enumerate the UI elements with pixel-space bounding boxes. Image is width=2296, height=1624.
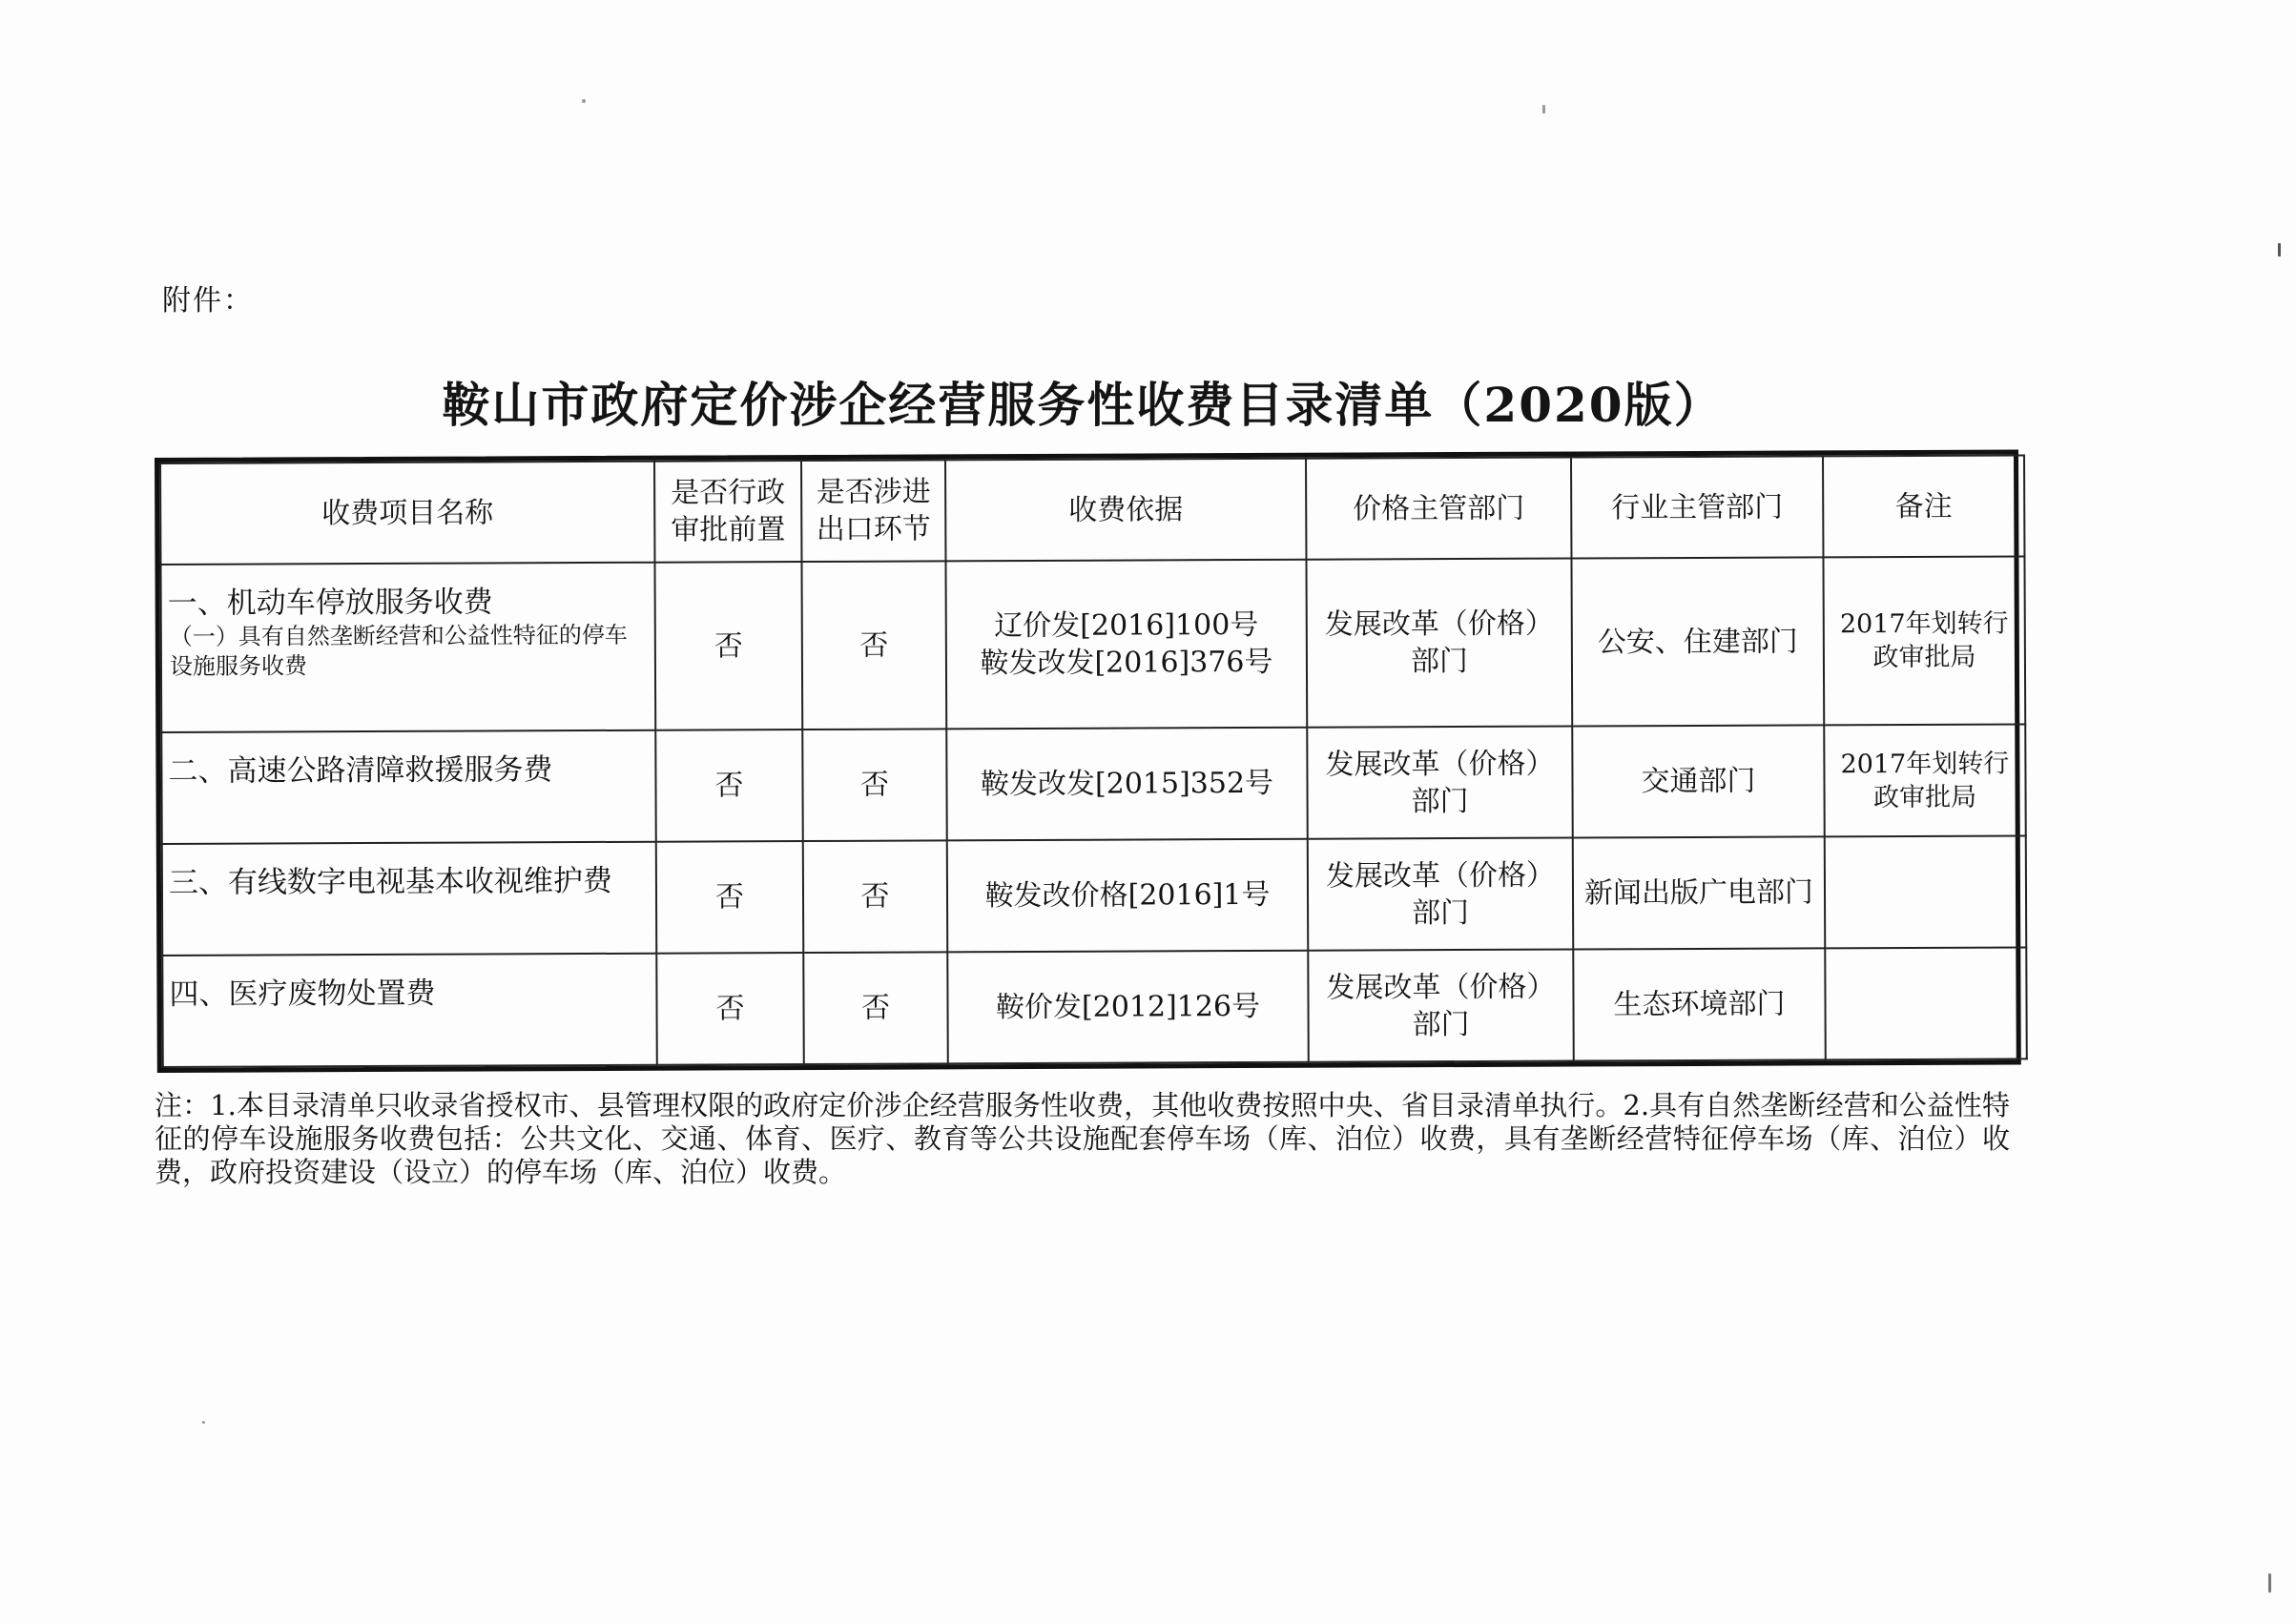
fee-table: [155, 449, 2021, 1073]
item-name: 四、医疗废物处置费: [169, 976, 436, 1013]
table-row: [162, 948, 2026, 1067]
cell-basis: [947, 951, 1309, 1064]
table-row: [162, 836, 2026, 956]
cell-item-name: [161, 730, 656, 844]
column-header-price-dept: 价格主管部门: [1306, 458, 1571, 560]
scan-speck: [2268, 1573, 2271, 1593]
basis-line: 鞍发改发[2016]376号: [980, 646, 1273, 681]
cell-note: 2017年划转行政审批局: [1824, 725, 2026, 837]
basis-line: 鞍发改价格[2016]1号: [984, 878, 1271, 914]
scan-speck: [202, 1421, 205, 1424]
column-header-admin-pre: 是否行政审批前置: [654, 461, 801, 563]
cell-industry-dept: 交通部门: [1572, 726, 1825, 838]
cell-admin-pre: 否: [656, 841, 804, 954]
cell-price-dept: 发展改革（价格）部门: [1307, 727, 1573, 839]
page-title: 鞍山市政府定价涉企经营服务性收费目录清单（2020版）: [442, 377, 1724, 433]
cell-admin-pre: 否: [656, 953, 804, 1065]
footnote: 注：1.本目录清单只收录省授权市、县管理权限的政府定价涉企经营服务性收费，其他收费按照中央、省目录清单执行。2.具有自然垄断经营和公益性特征的停车设施服务收费包括：公共文化、交通、体育、医疗、教育等公共设施配套停车场（库、泊位）收费，具有垄断经营特征停车场（库、泊位）收费，政府投资建设（设立）的停车场（库、泊位）收费。: [155, 1089, 2010, 1188]
column-header-industry-dept: 行业主管部门: [1571, 456, 1823, 558]
cell-industry-dept: 生态环境部门: [1573, 948, 1826, 1060]
attachment-label: 附件：: [162, 284, 254, 318]
cell-price-dept: 发展改革（价格）部门: [1308, 950, 1574, 1062]
cell-import-export: 否: [803, 841, 948, 954]
cell-price-dept: 发展改革（价格）部门: [1308, 838, 1574, 951]
cell-item-name: [162, 954, 657, 1067]
cell-note: [1825, 948, 2027, 1060]
basis-line: 辽价发[2016]100号: [994, 608, 1259, 644]
cell-basis: [945, 560, 1307, 730]
cell-basis: [947, 839, 1309, 953]
item-name: 二、高速公路清障救援服务费: [168, 752, 553, 790]
basis-line: 鞍发改发[2015]352号: [980, 767, 1274, 802]
cell-basis: [946, 728, 1308, 841]
scan-speck: [582, 99, 586, 103]
cell-note: [1825, 836, 2027, 949]
cell-import-export: 否: [802, 730, 947, 842]
basis-line: 鞍价发[2012]126号: [995, 989, 1261, 1025]
cell-import-export: 否: [803, 952, 948, 1064]
cell-industry-dept: 公安、住建部门: [1571, 557, 1824, 726]
cell-import-export: 否: [801, 561, 946, 730]
cell-admin-pre: 否: [655, 730, 803, 842]
item-name: 三、有线数字电视基本收视维护费: [168, 864, 613, 901]
column-header-note: 备注: [1823, 455, 2024, 557]
column-header-import-export: 是否涉进出口环节: [801, 460, 945, 562]
table-row: [161, 725, 2025, 844]
item-subname: （一）具有自然垄断经营和公益性特征的停车设施服务收费: [169, 622, 628, 681]
cell-note: 2017年划转行政审批局: [1823, 556, 2025, 725]
cell-price-dept: 发展改革（价格）部门: [1306, 559, 1572, 728]
item-name: 一、机动车停放服务收费: [167, 585, 493, 621]
scan-speck: [1542, 105, 1545, 113]
column-header-item-name: 收费项目名称: [160, 462, 654, 565]
cell-industry-dept: 新闻出版广电部门: [1573, 837, 1826, 950]
column-header-basis: 收费依据: [945, 459, 1306, 562]
table-header-row: [160, 455, 2024, 565]
cell-item-name: [160, 563, 655, 733]
table-row: [160, 556, 2025, 732]
cell-admin-pre: 否: [654, 562, 802, 730]
scan-speck: [2278, 243, 2281, 257]
cell-item-name: [162, 842, 657, 956]
